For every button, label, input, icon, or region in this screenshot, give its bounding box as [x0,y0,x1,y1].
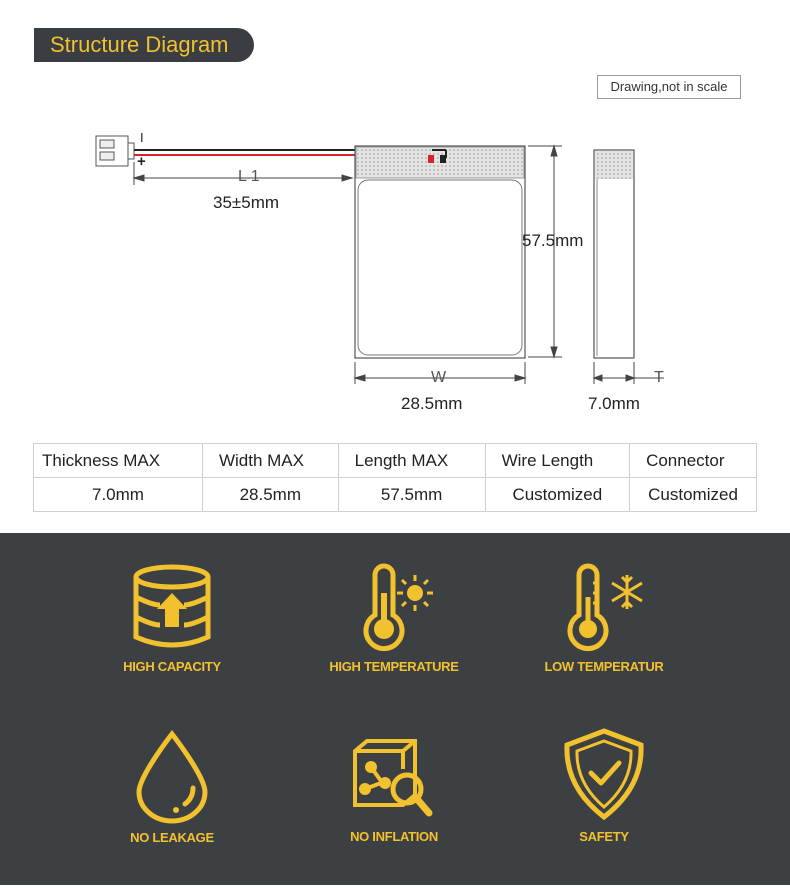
spec-header-cell: Wire Length [485,444,629,478]
feature-high-temperature [304,563,484,674]
battery-structure-drawing [0,0,790,430]
feature-low-temperature [514,563,694,674]
box-magnifier-icon [349,733,439,823]
spec-header-cell: Length MAX [338,444,485,478]
spec-header-cell: Thickness MAX [34,444,203,478]
spec-value-cell: 7.0mm [34,478,203,512]
thermometer-sun-icon [349,563,439,653]
connector [96,136,134,166]
feature-label: NO LEAKAGE [130,830,214,845]
wire-length-label: 35±5mm [213,193,280,212]
feature-high-capacity [82,563,262,674]
feature-label: SAFETY [579,829,629,844]
l-marker: L 1 [238,168,260,185]
length-dimension [528,146,562,357]
battery-front-view [355,146,525,358]
database-upload-icon [127,563,217,653]
feature-label: HIGH TEMPERATURE [329,659,459,674]
features-panel [0,533,790,885]
spec-header-cell: Width MAX [202,444,338,478]
spec-table [33,443,757,512]
w-marker: W [431,369,447,386]
scale-note: Drawing,not in scale [597,75,741,99]
thermometer-snowflake-icon [559,563,649,653]
shield-check-icon [559,725,649,823]
spec-value-cell: Customized [630,478,757,512]
spec-header-row [34,444,757,478]
section-title: Structure Diagram [34,28,254,62]
length-label: 57.5mm [522,231,584,250]
feature-label: LOW TEMPERATUR [544,659,664,674]
plus-marker: + [137,153,146,170]
t-marker: T [654,369,664,386]
width-label: 28.5mm [401,394,463,413]
spec-value-cell: 28.5mm [202,478,338,512]
battery-side-view [594,150,634,358]
feature-no-leakage [82,728,262,845]
water-drop-icon [127,728,217,824]
spec-header-cell: Connector [630,444,757,478]
thickness-label: 7.0mm [588,394,640,413]
spec-value-cell: Customized [485,478,629,512]
feature-label: HIGH CAPACITY [123,659,221,674]
spec-value-cell: 57.5mm [338,478,485,512]
minus-marker: I [140,130,144,145]
spec-value-row [34,478,757,512]
feature-safety [514,725,694,844]
feature-label: NO INFLATION [350,829,438,844]
feature-no-inflation [304,733,484,844]
